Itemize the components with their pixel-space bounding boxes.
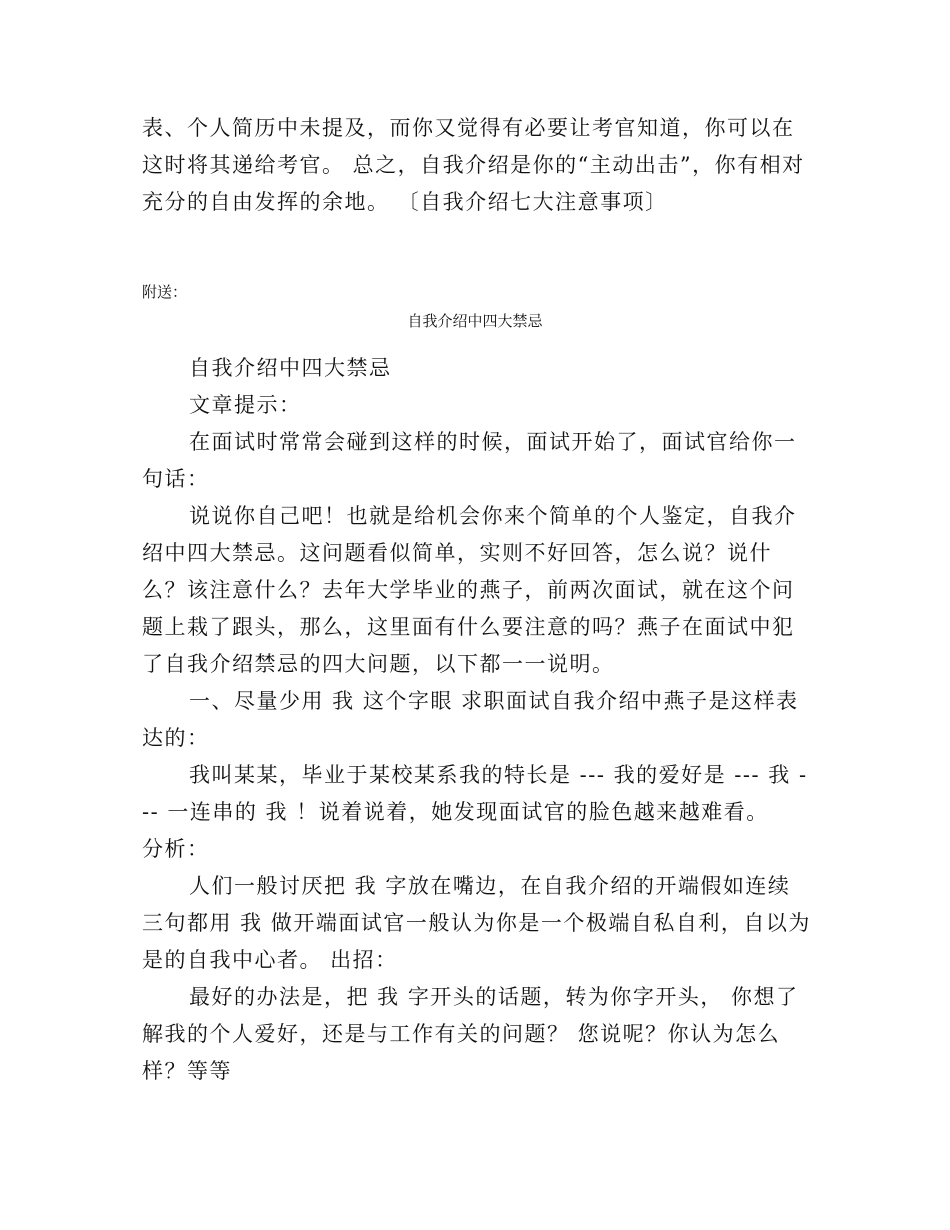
paragraph-6: 最好的办法是，把 我 字开头的话题，转为你字开头， 你想了解我的个人爱好，还是与工作有关的问题？ 您说呢？你认为怎么样？等等 xyxy=(142,985,799,1083)
top-paragraph: 表、个人简历中未提及，而你又觉得有必要让考官知道，你可以在这时将其递给考官。 总之，自我介绍是你的“主动出击”，你有相对充分的自由发挥的余地。 〔自我介绍七大注意事项〕 xyxy=(142,116,805,214)
appendix-label: 附送： xyxy=(142,283,188,301)
tip-label: 文章提示： xyxy=(189,393,302,417)
paragraph-2: 说说你自己吧！也就是给机会你来个简单的个人鉴定，自我介绍中四大禁忌。这问题看似简单，实则不好回答，怎么说？说什么？该注意什么？去年大学毕业的燕子，前两次面试，就在这个问题上栽了跟头，那么，这里面有什么要注意的吗？燕子在面试中犯了自我介绍禁忌的四大问题，以下都一一说明。 xyxy=(142,504,797,676)
paragraph-1: 在面试时常常会碰到这样的时候，面试开始了，面试官给你一句话： xyxy=(142,430,797,491)
paragraph-4: 我叫某某，毕业于某校某系我的特长是 --- 我的爱好是 --- 我 --- 一连串的 我 ！说着说着，她发现面试官的脸色越来越难看。 xyxy=(142,763,808,824)
section-heading: 自我介绍中四大禁忌 xyxy=(189,356,392,380)
appendix-title: 自我介绍中四大禁忌 xyxy=(407,312,543,330)
paragraph-3: 一、尽量少用 我 这个字眼 求职面试自我介绍中燕子是这样表达的： xyxy=(142,689,799,750)
analysis-label: 分析： xyxy=(142,837,210,861)
paragraph-5: 人们一般讨厌把 我 字放在嘴边，在自我介绍的开端假如连续三句都用 我 做开端面试官一般认为你是一个极端自私自利，自以为是的自我中心者。 出招： xyxy=(142,874,811,972)
